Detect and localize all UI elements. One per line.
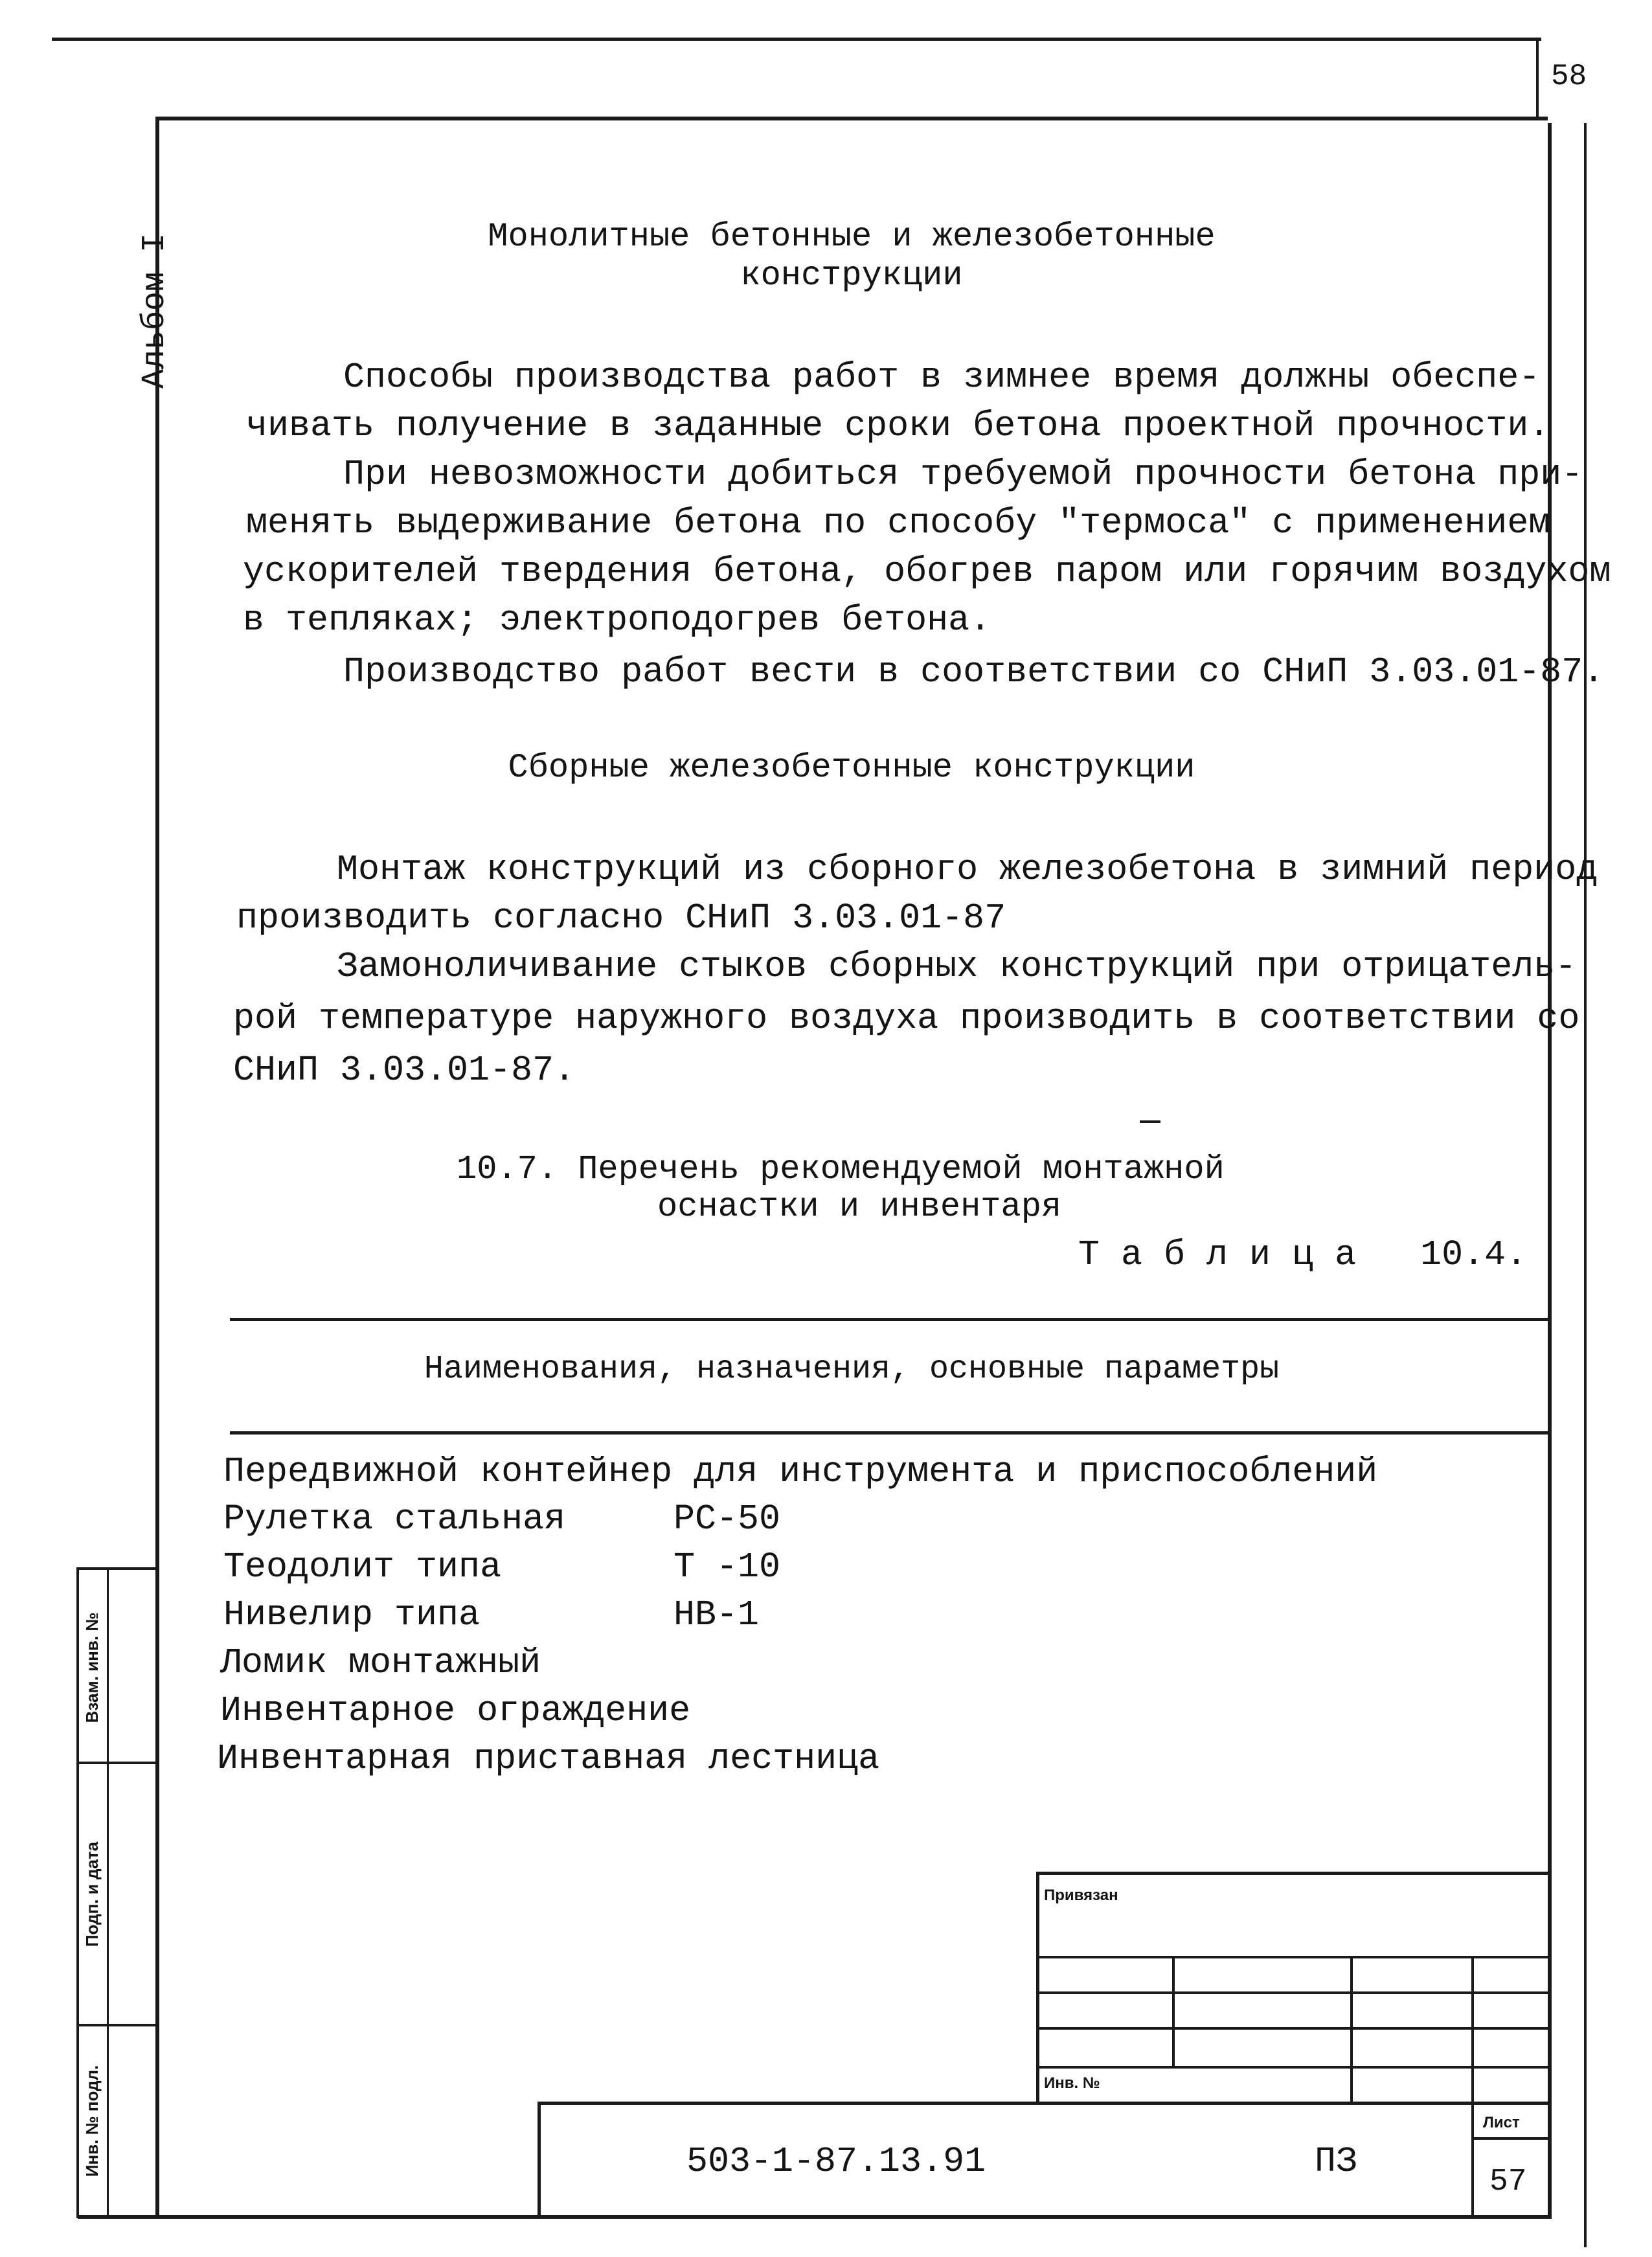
section1-line: чивать получение в заданные сроки бетона проектной прочности. xyxy=(246,405,1550,446)
section2-line: рой температуре наружного воздуха производить в соответствии со xyxy=(233,998,1580,1039)
inv-podl-label: Инв. № подл. xyxy=(82,2065,102,2177)
doc-type: ПЗ xyxy=(1315,2141,1358,2182)
sheet-number: 57 xyxy=(1489,2164,1527,2199)
stamp-col2 xyxy=(1350,1956,1353,2102)
stamp-top xyxy=(1036,1872,1548,1875)
table-row-param: РС-50 xyxy=(673,1499,781,1539)
section2-line: Монтаж конструкций из сборного железобетона в зимний период xyxy=(337,849,1598,890)
table-row-param: Т -10 xyxy=(673,1547,781,1587)
section1-line: менять выдерживание бетона по способу "термоса" с применением xyxy=(246,503,1550,543)
page-number-box-left xyxy=(1536,40,1539,118)
section2-title: Сборные железобетонные конструкции xyxy=(508,749,1195,787)
frame-bottom xyxy=(78,2215,1552,2219)
section1-title-line1: Монолитные бетонные и железобетонные xyxy=(488,218,1216,256)
section1-title-line2: конструкции xyxy=(740,256,963,295)
section2-line: Замоноличивание стыков сборных конструкций при отрицатель- xyxy=(337,946,1577,987)
section3-title-line1: 10.7. Перечень рекомендуемой монтажной xyxy=(457,1150,1225,1188)
table-header: Наименования, назначения, основные параметры xyxy=(424,1351,1280,1388)
stamp-col1 xyxy=(1172,1956,1175,2066)
title-block-left xyxy=(537,2102,541,2218)
table-row-name: Нивелир типа xyxy=(223,1594,481,1635)
frame-right-outer xyxy=(1584,123,1587,2247)
table-header-rule xyxy=(230,1431,1548,1435)
section1-line: в тепляках; электроподогрев бетона. xyxy=(243,600,991,641)
table-row-param: НВ-1 xyxy=(673,1594,760,1635)
section2-line: производить согласно СНиП 3.03.01-87 xyxy=(236,898,1006,938)
section1-line: ускорителей твердения бетона, обогрев паром или горячим воздухом xyxy=(243,551,1611,592)
table-row-name: Теодолит типа xyxy=(223,1547,502,1587)
frame-top xyxy=(155,117,1548,120)
section3-title-line2: оснастки и инвентаря xyxy=(657,1188,1062,1226)
section1-line: Способы производства работ в зимнее время должны обеспе- xyxy=(343,357,1541,398)
section1-line: При невозможности добиться требуемой прочности бетона при- xyxy=(343,454,1583,495)
table-row-name: Ломик монтажный xyxy=(220,1642,541,1683)
table-label: Т а б л и ц а 10.4. xyxy=(1078,1234,1528,1275)
table-row-name: Рулетка стальная xyxy=(223,1499,566,1539)
side-stamp-top xyxy=(76,1567,157,1570)
stray-mark xyxy=(1140,1120,1160,1123)
table-row-name: Инвентарная приставная лестница xyxy=(217,1738,880,1779)
page-number: 58 xyxy=(1551,60,1587,93)
table-row-name: Инвентарное ограждение xyxy=(220,1690,691,1731)
section2-line: СНиП 3.03.01-87. xyxy=(233,1050,576,1091)
top-rule xyxy=(52,38,1541,41)
title-block-top xyxy=(537,2102,1548,2105)
doc-code: 503-1-87.13.91 xyxy=(686,2141,986,2182)
sheet-label-rule xyxy=(1471,2137,1548,2140)
side-stamp-mid xyxy=(107,1567,109,2218)
stamp-privyazan: Привязан xyxy=(1044,1887,1118,1904)
table-top-rule xyxy=(230,1318,1548,1321)
stamp-col3 xyxy=(1471,1956,1474,2215)
stamp-left xyxy=(1036,1872,1039,2105)
podp-data-label: Подп. и дата xyxy=(82,1841,102,1947)
sheet-label: Лист xyxy=(1483,2114,1520,2131)
stamp-inv-no: Инв. № xyxy=(1044,2074,1100,2092)
frame-left xyxy=(155,117,159,2218)
album-label: Альбом I xyxy=(137,233,174,389)
table-row-name: Передвижной контейнер для инструмента и приспособлений xyxy=(223,1451,1378,1492)
vzam-inv-label: Взам. инв. № xyxy=(82,1612,102,1723)
section1-line: Производство работ вести в соответствии со СНиП 3.03.01-87. xyxy=(343,652,1605,692)
